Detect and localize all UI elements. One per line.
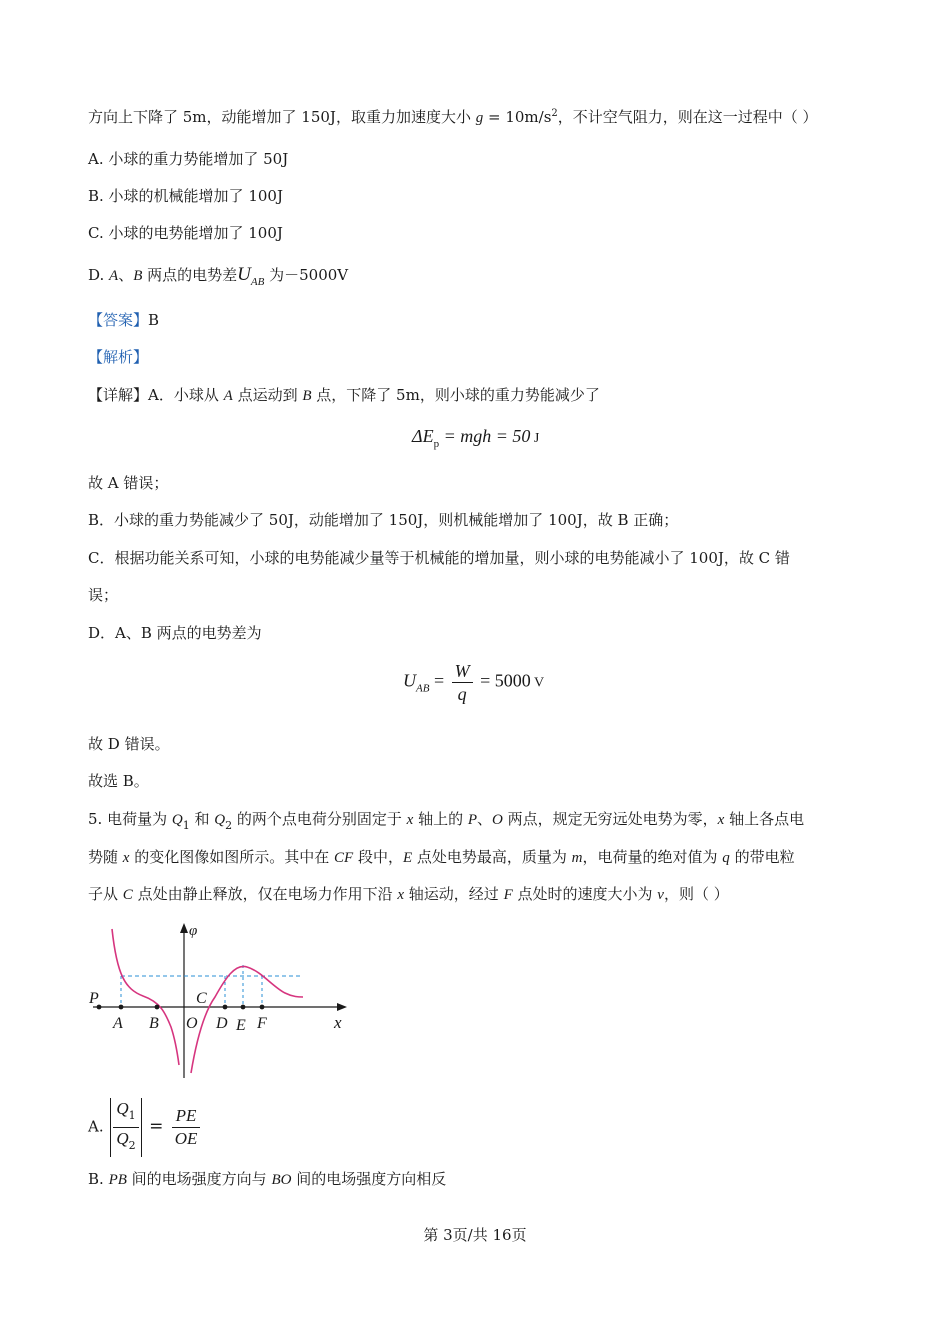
eq2-sub: AB (416, 682, 430, 695)
q4-optd-b: B (133, 268, 143, 284)
answer-tag: 【答案】 (88, 311, 149, 329)
q5-optb-bo: BO (271, 1172, 292, 1188)
analysis-tag-text: 【解析】 (88, 348, 149, 366)
q5-l1-q1-sub: 1 (182, 819, 190, 832)
q5-l1-sep: 、 (477, 810, 493, 828)
q5-option-a (88, 1098, 203, 1157)
q5-l1-p: P (467, 812, 478, 828)
point-b-dot (155, 1005, 160, 1010)
q5-opta-q1 (113, 1098, 138, 1128)
q4-stem-tail: ，不计空气阻力，则在这一过程中（ ） (557, 108, 818, 126)
q5-l2-b: 的变化图像如图所示。其中在 (129, 848, 334, 866)
q5-l3-e: ，则（ ） (663, 885, 729, 903)
q5-l3-b: 点处由静止释放，仅在电场力作用下沿 (132, 885, 398, 903)
q5-l2-a: 势随 (88, 848, 123, 866)
answer-value: B (148, 311, 160, 329)
point-d-dot (223, 1005, 228, 1010)
q4-stem-text: 方向上下降了 5m，动能增加了 150J，取重力加速度大小 (88, 108, 476, 126)
d-line: D．A、B 两点的电势差为 (88, 624, 262, 642)
point-f-dot (260, 1005, 265, 1010)
choose-line: 故选 B。 (88, 772, 149, 790)
q4-optd-sep: 、 (118, 266, 134, 284)
q4-optd-u: U (237, 264, 251, 285)
q5-l1-d: 两点，规定无穷远处电势为零， (502, 810, 718, 828)
point-e-dot (241, 1005, 246, 1010)
q4-stem-sup: 2 (551, 108, 558, 119)
q5-l1-x: x (406, 812, 414, 828)
detail-line-1 (88, 384, 600, 407)
b-correct-line: B．小球的重力势能减少了 50J，动能增加了 150J，则机械能增加了 100J，故 B 正确； (88, 511, 679, 529)
q5-l2-c: 段中， (353, 848, 403, 866)
q4-option-c: C. 小球的电势能增加了 100J (88, 224, 283, 242)
q5-opta-q1-letter: Q (116, 1099, 129, 1118)
q5-l1-and: 和 (189, 810, 215, 828)
x-axis-arrow (337, 1003, 347, 1011)
q5-l1-o: O (492, 812, 503, 828)
q5-l2-e-point: E (402, 850, 413, 866)
eq2-numerator: W (452, 660, 473, 683)
q5-opta-q2-letter: Q (116, 1129, 129, 1148)
q5-optb-c: 间的电场强度方向相反 (291, 1170, 447, 1188)
q5-opta-abs (110, 1098, 141, 1157)
q5-opta-pe: PE (172, 1105, 201, 1128)
potential-graph (85, 915, 360, 1080)
q5-l3-v: v (657, 887, 664, 903)
label-a: A (113, 1015, 123, 1032)
d-wrong-line: 故 D 错误。 (88, 735, 170, 753)
q5-l2-d: 点处电势最高，质量为 (412, 848, 572, 866)
q5-l1-q2: Q (214, 812, 226, 828)
y-axis-arrow (180, 923, 188, 933)
q5-opta-q2-sub: 2 (128, 1139, 136, 1152)
eq1-rhs: = mgh = 50 (439, 426, 531, 446)
detail-1a: A．小球从 (148, 386, 224, 404)
q4-optd-post: 为－5000V (264, 266, 349, 284)
detail-1c: 点，下降了 5m，则小球的重力势能减少了 (311, 386, 600, 404)
answer-line (88, 309, 159, 331)
q5-l1-x2: x (717, 812, 725, 828)
q4-optd-pre: D. (88, 266, 110, 284)
q5-opta-q1-sub: 1 (128, 1109, 136, 1122)
q5-l2-cf: CF (334, 850, 354, 866)
detail-1b: 点运动到 (232, 386, 303, 404)
q5-line-3 (88, 883, 729, 906)
q4-optd-mid: 两点的电势差 (142, 266, 238, 284)
q5-optb-a: B. (88, 1170, 109, 1188)
q5-l1-b: 的两个点电荷分别固定于 (232, 810, 407, 828)
q4-stem-g: g (475, 110, 484, 126)
q5-opta-frac-left (113, 1098, 138, 1157)
q5-optb-pb: PB (108, 1172, 127, 1188)
detail-tag: 【详解】 (88, 386, 149, 404)
q5-line-2 (88, 846, 795, 869)
eq1-unit: J (530, 431, 540, 446)
q5-l3-c: 轴运动，经过 (404, 885, 504, 903)
eq2-eq: = (429, 670, 449, 691)
q5-l3-c-point: C (122, 887, 133, 903)
label-o: O (186, 1015, 198, 1032)
eq2-unit: V (530, 675, 545, 691)
q5-opta-oe: OE (174, 1129, 198, 1148)
eq1-sub: p (433, 438, 440, 450)
q5-l3-f-point: F (503, 887, 513, 903)
detail-1-pointA: A (223, 388, 233, 404)
q5-opta-q2 (113, 1128, 138, 1157)
equation-potential-energy (412, 426, 539, 450)
y-axis-label: φ (189, 923, 198, 939)
q5-opta-frac-right (172, 1105, 201, 1150)
q4-option-b: B. 小球的机械能增加了 100J (88, 187, 283, 205)
equation-potential-difference (403, 660, 544, 705)
label-b: B (149, 1015, 159, 1032)
q4-optd-sub: AB (250, 276, 265, 288)
point-a-dot (119, 1005, 124, 1010)
label-d: D (216, 1015, 228, 1032)
q5-line-1 (88, 808, 804, 837)
eq2-fraction (452, 660, 473, 705)
detail-1-pointB: B (302, 388, 312, 404)
page-footer: 第 3页/共 16页 (423, 1226, 527, 1244)
q5-opta-label: A. (88, 1117, 104, 1136)
q5-optb-b: 间的电场强度方向与 (126, 1170, 272, 1188)
c-line-1: C．根据功能关系可知，小球的电势能减少量等于机械能的增加量，则小球的电势能减小了 100J，故 C 错 (88, 549, 790, 567)
q4-stem-eq: = 10m/s (483, 108, 552, 126)
q4-stem (88, 103, 818, 129)
q5-l2-f: 的带电粒 (729, 848, 795, 866)
eq2-denominator: q (457, 684, 467, 704)
q5-l3-a: 子从 (88, 885, 123, 903)
q5-l3-x: x (397, 887, 405, 903)
eq1-delta: ΔE (412, 426, 434, 446)
q5-l2-m: m (571, 850, 583, 866)
q5-l1-a: 5. 电荷量为 (88, 810, 172, 828)
potential-curve-right (191, 966, 303, 1073)
eq2-rhs: = 5000 (475, 670, 531, 691)
analysis-tag (88, 346, 148, 368)
a-wrong-line: 故 A 错误； (88, 474, 169, 492)
q5-l1-e: 轴上各点电 (724, 810, 805, 828)
label-p: P (89, 990, 99, 1007)
q5-l1-q2-sub: 2 (225, 819, 233, 832)
q4-option-d (88, 264, 348, 293)
q4-option-a: A. 小球的重力势能增加了 50J (88, 150, 289, 168)
x-axis-label: x (334, 1013, 342, 1032)
q4-optd-a: A (109, 268, 119, 284)
q5-l2-e: ，电荷量的绝对值为 (582, 848, 723, 866)
label-f: F (257, 1015, 267, 1032)
q5-option-b (88, 1168, 446, 1191)
eq2-u: U (403, 670, 416, 691)
q5-l1-q1: Q (171, 812, 183, 828)
potential-curve-left (112, 929, 179, 1065)
q5-opta-eq: = (143, 1116, 169, 1137)
q5-l3-d: 点处时的速度大小为 (512, 885, 658, 903)
label-e: E (236, 1017, 246, 1034)
q5-l2-x: x (122, 850, 130, 866)
label-c: C (196, 990, 207, 1007)
q5-l1-c: 轴上的 (413, 810, 468, 828)
q5-l2-q: q (722, 850, 730, 866)
c-line-2: 误； (88, 586, 119, 604)
